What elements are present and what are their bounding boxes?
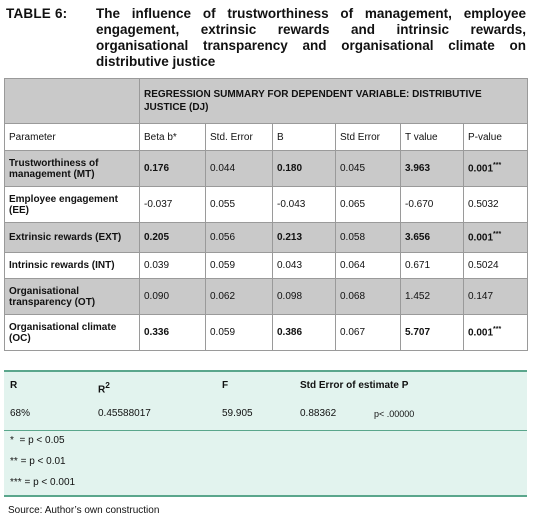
std-error-estimate-header: Std Error of estimate P — [300, 380, 409, 391]
std-error-cell-text: 0.044 — [210, 163, 236, 174]
t-value-cell — [401, 315, 464, 351]
parameter-cell — [5, 279, 140, 315]
significance-stars: *** — [493, 326, 502, 334]
beta-cell — [140, 315, 206, 351]
group-header-row — [5, 79, 528, 124]
std-error-2-cell — [336, 223, 401, 253]
table-title: The influence of trustworthiness of management, employee engagement, extrinsic rewards and intrinsic rewards, organisational transparency and organisational climate on distributive justice — [96, 6, 526, 69]
p-value-cell-text: 0.147 — [468, 291, 494, 302]
sig-level-1: * = p < 0.05 — [10, 435, 65, 446]
table-row — [5, 315, 528, 351]
std-error-cell-text: 0.055 — [210, 199, 236, 210]
col-header-beta: Beta b* — [140, 124, 206, 151]
sig-level-2: ** = p < 0.01 — [10, 456, 66, 467]
p-value-cell — [464, 187, 528, 223]
r-value: 68% — [10, 408, 31, 419]
std-error-2-cell-text: 0.058 — [340, 232, 366, 243]
b-cell-text: 0.098 — [277, 291, 303, 302]
std-error-2-cell-text: 0.065 — [340, 199, 366, 210]
r2-header: $R^2$ — [98, 380, 110, 396]
beta-cell-text: 0.090 — [144, 291, 170, 302]
source-note: Source: Author’s own construction — [8, 505, 160, 516]
b-cell — [273, 187, 336, 223]
std-error-cell-text: 0.056 — [210, 232, 236, 243]
beta-cell — [140, 151, 206, 187]
p-value-cell-text: 0.5024 — [468, 260, 499, 271]
parameter-cell — [5, 151, 140, 187]
t-value-cell-text: 5.707 — [405, 327, 431, 338]
b-cell-text: 0.043 — [277, 260, 303, 271]
table-row — [5, 253, 528, 279]
col-header-p-value: P-value — [464, 124, 528, 151]
f-value: 59.905 — [222, 408, 253, 419]
std-error-cell — [206, 187, 273, 223]
t-value-cell-text: 0.671 — [405, 260, 431, 271]
sig-level-3: *** = p < 0.001 — [10, 477, 76, 488]
std-error-cell — [206, 151, 273, 187]
std-error-cell-text: 0.059 — [210, 327, 236, 338]
std-error-2-cell — [336, 253, 401, 279]
beta-cell — [140, 279, 206, 315]
t-value-cell — [401, 279, 464, 315]
beta-cell-text: 0.039 — [144, 260, 170, 271]
parameter-cell-text: Organisational transparency (OT) — [9, 285, 96, 308]
table-row — [5, 279, 528, 315]
std-error-cell — [206, 253, 273, 279]
parameter-cell — [5, 223, 140, 253]
b-cell — [273, 279, 336, 315]
p-value-cell-text: 0.001 — [468, 163, 494, 175]
p-value-cell — [464, 151, 528, 187]
beta-cell-text: -0.037 — [144, 199, 173, 210]
std-error-2-cell — [336, 279, 401, 315]
t-value-cell-text: -0.670 — [405, 199, 434, 210]
p-value-cell-text: 0.5032 — [468, 199, 499, 210]
t-value-cell — [401, 253, 464, 279]
beta-cell — [140, 187, 206, 223]
r-header: R — [10, 380, 18, 391]
parameter-cell — [5, 315, 140, 351]
beta-cell — [140, 253, 206, 279]
std-error-2-cell-text: 0.064 — [340, 260, 366, 271]
parameter-cell-text: Intrinsic rewards (INT) — [9, 260, 115, 271]
parameter-cell — [5, 187, 140, 223]
b-cell — [273, 315, 336, 351]
r2-value: 0.45588017 — [98, 408, 151, 419]
summary-values-row — [4, 400, 527, 431]
table-caption — [6, 6, 530, 70]
std-error-2-cell — [336, 187, 401, 223]
beta-cell-text: 0.176 — [144, 163, 170, 174]
group-header: REGRESSION SUMMARY FOR DEPENDENT VARIABLE: DISTRIBUTIVE JUSTICE (DJ) — [140, 79, 528, 124]
std-error-cell — [206, 223, 273, 253]
col-header-std-error-2: Std Error — [336, 124, 401, 151]
parameter-cell — [5, 253, 140, 279]
beta-cell-text: 0.336 — [144, 327, 170, 338]
std-error-2-cell — [336, 315, 401, 351]
table-row — [5, 187, 528, 223]
beta-cell-text: 0.205 — [144, 232, 170, 243]
std-error-cell — [206, 315, 273, 351]
table-row — [5, 223, 528, 253]
col-header-parameter: Parameter — [5, 124, 140, 151]
b-cell-text: 0.213 — [277, 232, 303, 243]
parameter-cell-text: Employee engagement (EE) — [9, 193, 118, 216]
p-value-cell — [464, 253, 528, 279]
t-value-cell-text: 3.963 — [405, 163, 431, 174]
blank-header-cell — [5, 79, 140, 124]
p-value-cell — [464, 315, 528, 351]
col-header-t-value: T value — [401, 124, 464, 151]
std-error-cell — [206, 279, 273, 315]
b-cell — [273, 223, 336, 253]
table-row — [5, 151, 528, 187]
b-cell-text: 0.386 — [277, 327, 303, 338]
beta-cell — [140, 223, 206, 253]
column-header-row — [5, 124, 528, 151]
std-error-2-cell-text: 0.068 — [340, 291, 366, 302]
t-value-cell — [401, 187, 464, 223]
t-value-cell-text: 3.656 — [405, 232, 431, 243]
col-header-std-error: Std. Error — [206, 124, 273, 151]
b-cell-text: -0.043 — [277, 199, 306, 210]
significance-stars: *** — [493, 162, 502, 170]
b-cell-text: 0.180 — [277, 163, 303, 174]
summary-header-row — [4, 370, 527, 402]
std-error-cell-text: 0.059 — [210, 260, 236, 271]
significance-legend — [4, 431, 527, 497]
table-number: TABLE 6: — [6, 6, 68, 21]
p-value-cell — [464, 279, 528, 315]
t-value-cell-text: 1.452 — [405, 291, 431, 302]
std-error-2-cell-text: 0.045 — [340, 163, 366, 174]
std-error-2-cell — [336, 151, 401, 187]
std-error-estimate-value: 0.88362 — [300, 408, 337, 419]
parameter-cell-text: Extrinsic rewards (EXT) — [9, 232, 122, 243]
t-value-cell — [401, 151, 464, 187]
p-value-cell — [464, 223, 528, 253]
std-error-cell-text: 0.062 — [210, 291, 236, 302]
parameter-cell-text: Organisational climate (OC) — [9, 321, 117, 344]
p-value-summary: p< .00000 — [374, 409, 415, 419]
significance-stars: *** — [493, 231, 502, 239]
p-value-cell-text: 0.001 — [468, 327, 494, 339]
b-cell — [273, 253, 336, 279]
b-cell — [273, 151, 336, 187]
f-header: F — [222, 380, 229, 391]
t-value-cell — [401, 223, 464, 253]
col-header-b: B — [273, 124, 336, 151]
std-error-2-cell-text: 0.067 — [340, 327, 366, 338]
p-value-cell-text: 0.001 — [468, 232, 494, 244]
parameter-cell-text: Trustworthiness of management (MT) — [9, 157, 99, 180]
regression-table — [4, 78, 528, 351]
